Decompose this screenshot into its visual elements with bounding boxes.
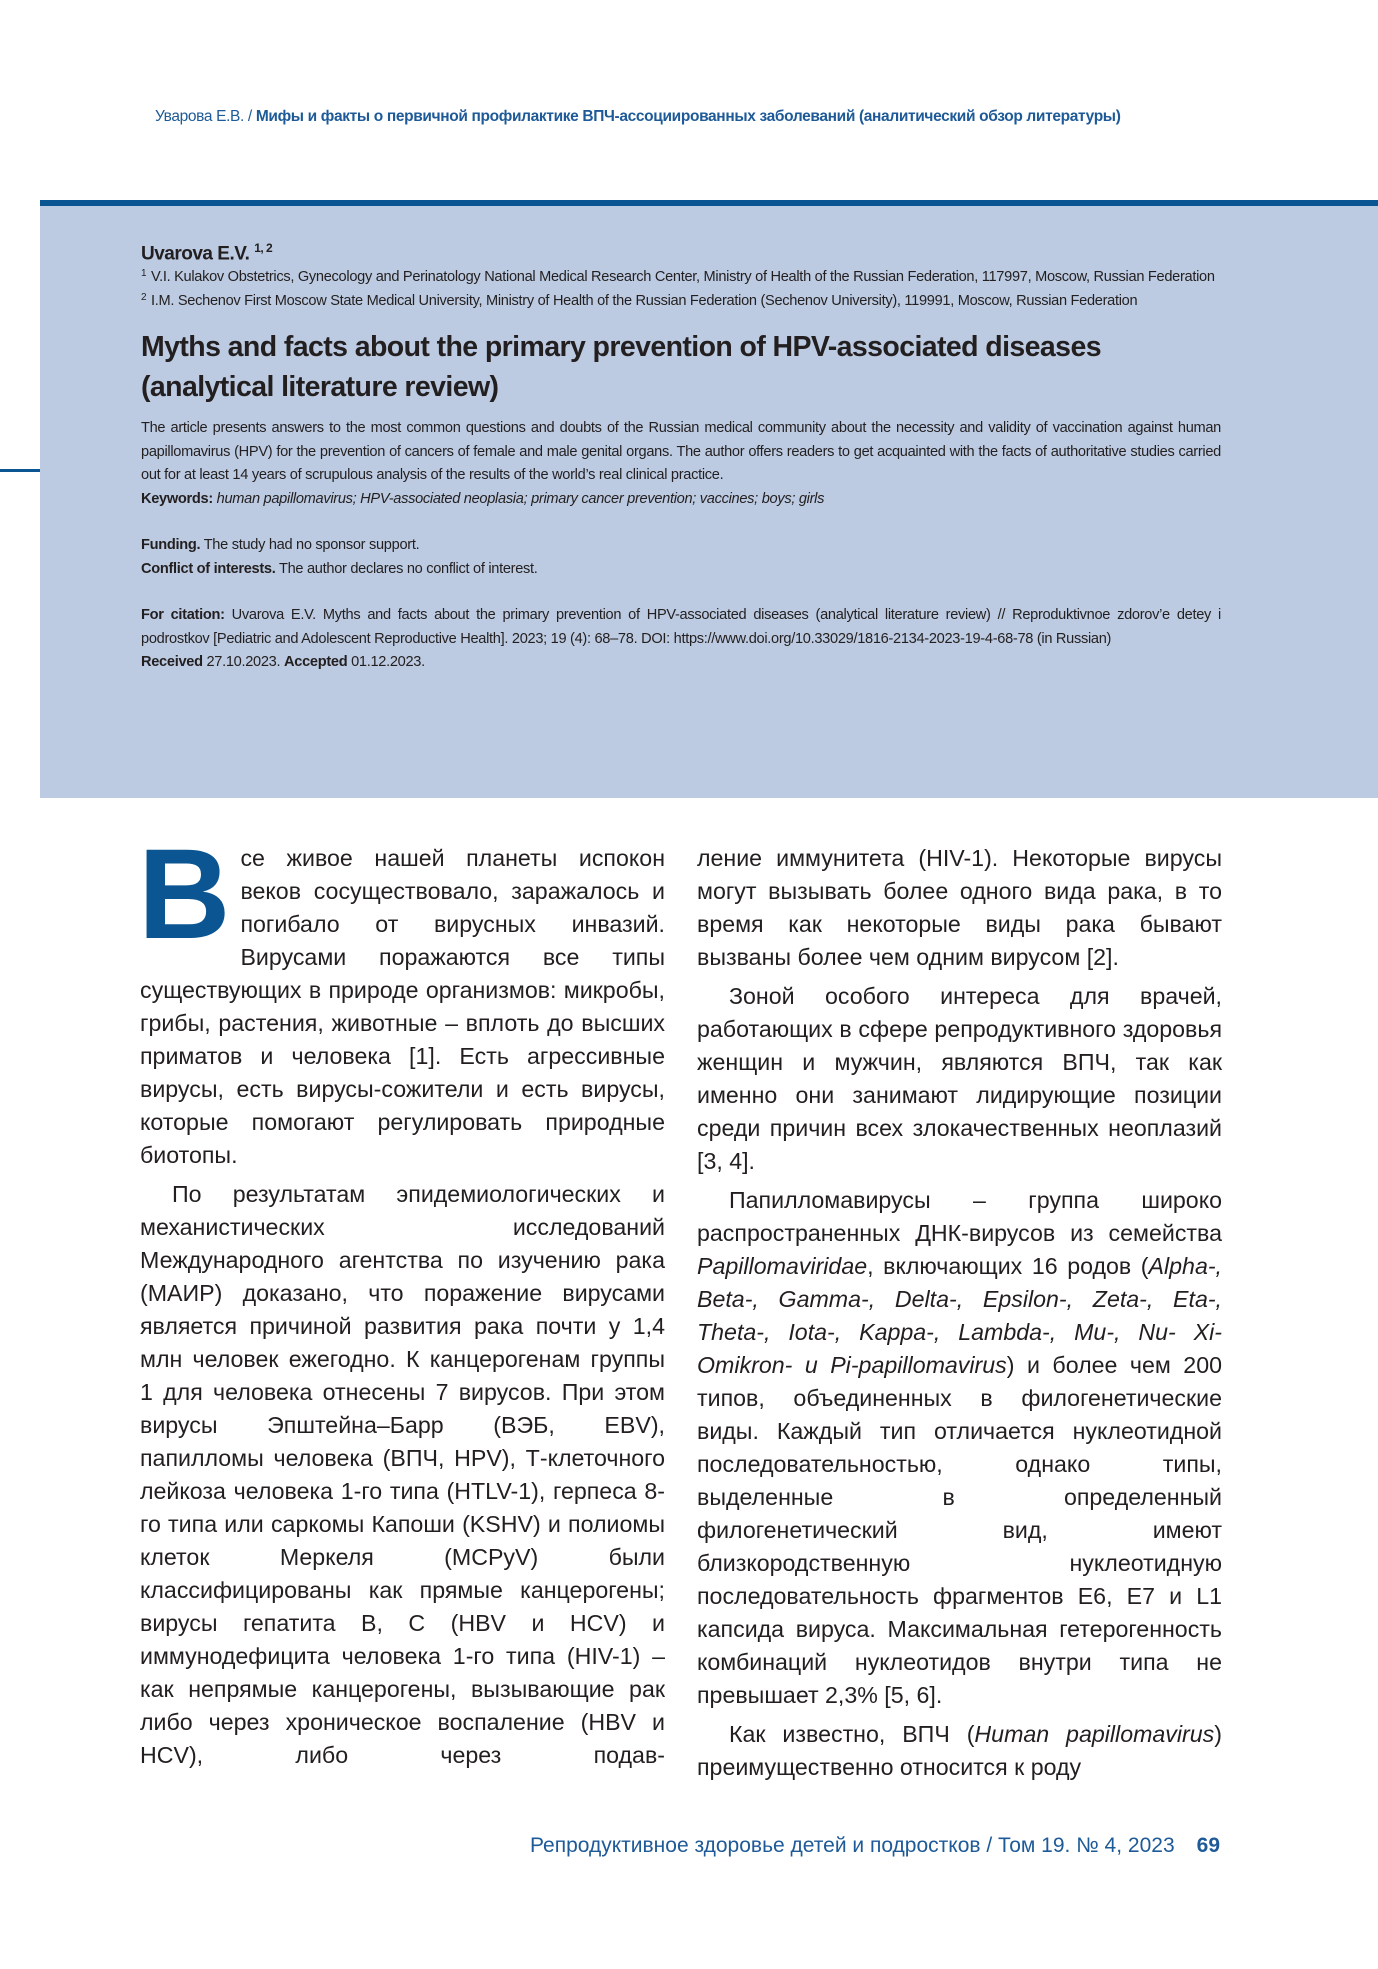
author-name: Uvarova E.V.	[141, 243, 250, 265]
affiliation-1	[141, 266, 1221, 290]
affiliation-num: 2	[141, 291, 147, 303]
funding-label: Funding.	[141, 537, 201, 554]
affiliation-2	[141, 290, 1221, 314]
accent-line	[0, 469, 40, 472]
title-line: Myths and facts about the primary prevention of HPV-associated diseases	[141, 331, 1101, 364]
paragraph-italic: Human papillomavirus	[974, 1721, 1215, 1747]
accepted-date: 01.12.2023.	[347, 654, 425, 671]
conflict-label: Conflict of interests.	[141, 560, 276, 577]
author-sup: 1, 2	[254, 241, 273, 255]
citation-text: Uvarova E.V. Myths and facts about the primary prevention of HPV-associated diseases (analytical literature review) // Reproduktivnoe zdorov’e detey i podrostkov [Pediatric and Adolescent Reproductive Health]. 2023; 19 (4): 68–78. DOI: https://www.doi.org/10.33029/1816-2134-2023-19-4-68-78 (in Russian)	[141, 607, 1221, 647]
paragraph	[138, 823, 665, 1172]
paragraph	[697, 1184, 1222, 1712]
article-front-matter	[141, 236, 1221, 675]
received-date: 27.10.2023.	[202, 654, 285, 671]
affiliation-text: V.I. Kulakov Obstetrics, Gynecology and Perinatology National Medical Research Center, Ministry of Health of the Russian Federation, 117997, Moscow, Russian Federation	[151, 269, 1215, 286]
affiliation-text: I.M. Sechenov First Moscow State Medical University, Ministry of Health of the Russian Federation (Sechenov University), 119991, Moscow, Russian Federation	[151, 292, 1138, 309]
received-label: Received	[141, 654, 203, 671]
paragraph-text: ) и более чем 200 типов, объединенных в филогенетические виды. Каждый тип отличается нуклеотидной последовательностью, однако типы, выделенные в определенный филогенетический вид, имеют близкородственную нуклеотидную последовательность фрагментов E6, E7 и L1 капсида вируса. Максимальная гетерогенность комбинаций нуклеотидов внутри типа не превышает 2,3% [5, 6].	[697, 1352, 1222, 1708]
running-header-title: Мифы и факты о первичной профилактике ВПЧ-ассоциированных заболеваний (аналитический обзор литературы)	[255, 108, 1121, 125]
paragraph-italic: Papillomaviridae	[697, 1253, 868, 1279]
paragraph: Зоной особого интереса для врачей, работающих в сфере репродуктивного здоровья женщин и мужчин, являются ВПЧ, так как именно они занимают лидирующие позиции среди причин всех злокачественных неоплазий [3, 4].	[697, 983, 1222, 1174]
paragraph	[697, 1718, 1222, 1784]
keywords	[141, 488, 1221, 512]
conflict	[141, 558, 1221, 582]
paragraph: По результатам эпидемиологических и механистических исследований Международного агентства по изучению рака (МАИР) доказано, что поражение вирусами является причиной развития рака почти у 1,4 млн человек ежегодно. К канцерогенам группы 1 для человека отнесены 7 вирусов. При этом вирусы Эпштейна–Барр (ВЭБ, EBV), папилломы человека (ВПЧ, HPV), Т-клеточного лейкоза человека 1-го типа (HTLV-1), герпеса 8-го типа или саркомы Капоши (KSHV) и полиомы клеток Меркеля (MCPyV) были классифицированы как прямые канцерогены; вирусы гепатита В, С (HBV и HCV) и иммунодефицита человека 1-го типа (HIV-1) – как непрямые канцерогены, вызывающие рак либо через хроническое воспаление (HBV и HCV), либо через подав-	[140, 1181, 665, 1768]
paragraph-text: Папилломавирусы – группа широко распространенных ДНК-вирусов из семейства	[697, 1187, 1222, 1246]
page-number: 69	[1196, 1834, 1220, 1857]
affiliation-num: 1	[141, 268, 147, 280]
conflict-text: The author declares no conflict of interest.	[275, 560, 538, 577]
paragraph-text: , включающих 16 родов (	[867, 1253, 1149, 1279]
keywords-label: Keywords:	[141, 490, 213, 507]
paragraph-text: Как известно, ВПЧ (	[729, 1721, 975, 1747]
author	[141, 236, 1221, 266]
footer-journal: Репродуктивное здоровье детей и подростков / Том 19. № 4, 2023	[529, 1834, 1175, 1857]
left-column	[138, 823, 665, 1790]
running-header-author: Уварова Е.В. /	[155, 108, 252, 125]
paragraph-text: ) преимущественно относится к роду	[697, 1721, 1222, 1780]
paragraph-text: се живое нашей планеты испокон веков сосуществовало, заражалось и погибало от вирусных инвазий. Вирусами поражаются все типы существующих в природе организмов: микробы, грибы, растения, животные – вплоть до высших приматов и человека [1]. Есть агрессивные вирусы, есть вирусы-сожители и есть вирусы, которые помогают регулировать природные биотопы.	[140, 845, 665, 1168]
drop-cap: В	[138, 823, 231, 966]
paragraph-italic: Alpha-, Beta-, Gamma-, Delta-, Epsilon-, Zeta-, Eta-, Theta-, Iota-, Kappa-, Lambda-, Mu-, Nu- Xi- Omikron- и Pi-papillomavirus	[697, 1253, 1222, 1378]
paragraph: ление иммунитета (HIV-1). Некоторые вирусы могут вызывать более одного вида рака, в то время как некоторые виды рака бывают вызваны более чем одним вирусом [2].	[697, 845, 1222, 970]
funding-text: The study had no sponsor support.	[200, 537, 420, 554]
abstract: The article presents answers to the most common questions and doubts of the Russian medical community about the necessity and validity of vaccination against human papillomavirus (HPV) for the prevention of cancers of female and male genital organs. The author offers readers to get acquainted with the facts of authoritative studies carried out for at least 14 years of scrupulous analysis of the results of the world’s real clinical practice.	[141, 420, 1221, 484]
body-text	[138, 823, 1222, 1790]
citation-label: For citation:	[141, 607, 225, 624]
funding	[141, 534, 1221, 558]
page-footer	[530, 1834, 1220, 1858]
running-header	[155, 108, 1121, 126]
right-column	[697, 842, 1222, 1790]
citation	[141, 604, 1221, 651]
accepted-label: Accepted	[284, 654, 348, 671]
dates	[141, 651, 1221, 675]
title-line: (analytical literature review)	[141, 371, 499, 404]
article-title	[141, 327, 1221, 407]
keywords-text: human papillomavirus; HPV-associated neoplasia; primary cancer prevention; vaccines; boys; girls	[212, 490, 825, 507]
